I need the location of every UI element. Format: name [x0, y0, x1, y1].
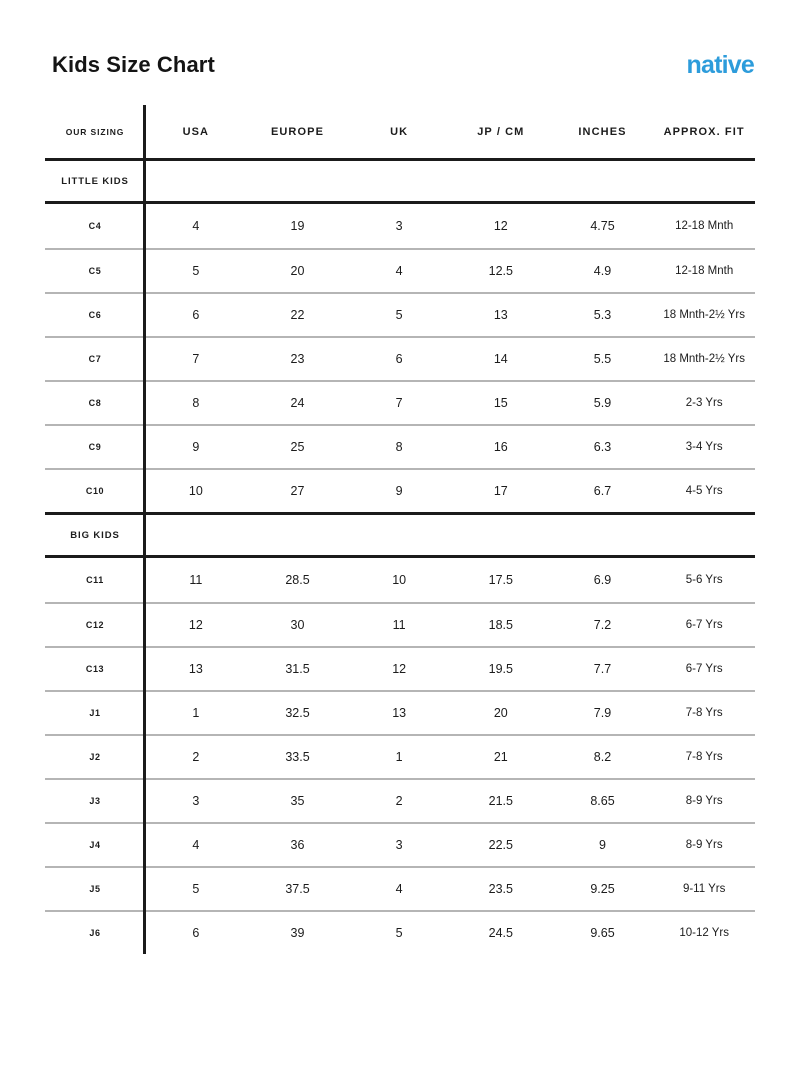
europe-cell: 23 — [290, 352, 305, 366]
jp-cm-cell: 17 — [493, 484, 508, 498]
jp-cm-cell: 19.5 — [488, 662, 513, 676]
table-header-row — [45, 105, 755, 158]
uk-cell: 6 — [395, 352, 403, 366]
inches-cell: 4.9 — [593, 264, 612, 278]
uk-cell: 9 — [395, 484, 403, 498]
europe-cell: 33.5 — [285, 750, 310, 764]
size-code-cell: J2 — [89, 752, 101, 762]
section-header-row — [45, 158, 755, 204]
inches-cell: 7.7 — [593, 662, 612, 676]
europe-cell: 24 — [290, 396, 305, 410]
usa-cell: 11 — [189, 573, 203, 587]
usa-cell: 5 — [192, 264, 200, 278]
approx-fit-cell: 9-11 Yrs — [682, 883, 726, 895]
uk-cell: 5 — [395, 926, 403, 940]
vertical-divider — [143, 105, 146, 954]
size-code-cell: C11 — [86, 575, 104, 585]
approx-fit-cell: 8-9 Yrs — [685, 839, 723, 851]
table-body — [45, 158, 755, 954]
inches-cell: 8.2 — [593, 750, 612, 764]
native-logo: native — [686, 50, 754, 79]
usa-cell: 6 — [192, 926, 200, 940]
table-row — [45, 602, 755, 646]
approx-fit-cell: 2-3 Yrs — [685, 397, 723, 409]
table-row — [45, 690, 755, 734]
section-spacer — [145, 515, 755, 555]
column-header-usa: USA — [182, 125, 210, 138]
jp-cm-cell: 18.5 — [488, 618, 513, 632]
approx-fit-cell: 5-6 Yrs — [685, 574, 723, 586]
size-code-cell: J3 — [89, 796, 101, 806]
approx-fit-cell: 6-7 Yrs — [685, 663, 723, 675]
section-spacer — [145, 161, 755, 201]
europe-cell: 36 — [290, 838, 305, 852]
europe-cell: 27 — [290, 484, 305, 498]
jp-cm-cell: 13 — [493, 308, 508, 322]
inches-cell: 9.65 — [590, 926, 615, 940]
uk-cell: 13 — [392, 706, 407, 720]
section-header-row — [45, 512, 755, 558]
usa-cell: 1 — [192, 706, 200, 720]
column-header-our-sizing: OUR SIZING — [65, 126, 125, 137]
usa-cell: 8 — [192, 396, 200, 410]
table-row — [45, 248, 755, 292]
table-row — [45, 468, 755, 512]
column-header-europe: EUROPE — [270, 125, 325, 138]
usa-cell: 9 — [192, 440, 200, 454]
size-code-cell: C7 — [88, 354, 102, 364]
europe-cell: 30 — [290, 618, 305, 632]
approx-fit-cell: 7-8 Yrs — [685, 751, 723, 763]
europe-cell: 35 — [290, 794, 305, 808]
inches-cell: 7.9 — [593, 706, 612, 720]
approx-fit-cell: 18 Mnth-2½ Yrs — [663, 309, 745, 321]
table-row — [45, 424, 755, 468]
jp-cm-cell: 20 — [493, 706, 508, 720]
jp-cm-cell: 23.5 — [488, 882, 513, 896]
inches-cell: 6.9 — [593, 573, 612, 587]
size-code-cell: C12 — [85, 620, 105, 630]
usa-cell: 4 — [192, 219, 200, 233]
inches-cell: 5.5 — [593, 352, 612, 366]
table-row — [45, 866, 755, 910]
table-row — [45, 778, 755, 822]
column-header-inches: INCHES — [578, 125, 627, 138]
europe-cell: 22 — [290, 308, 305, 322]
table-row — [45, 910, 755, 954]
europe-cell: 31.5 — [285, 662, 310, 676]
approx-fit-cell: 4-5 Yrs — [685, 485, 723, 497]
size-code-cell: C4 — [88, 221, 102, 231]
size-code-cell: C13 — [85, 664, 105, 674]
size-chart-table — [45, 105, 755, 954]
uk-cell: 1 — [395, 750, 403, 764]
inches-cell: 9 — [599, 838, 606, 852]
inches-cell: 5.3 — [593, 308, 612, 322]
usa-cell: 2 — [192, 750, 200, 764]
uk-cell: 10 — [392, 573, 407, 587]
jp-cm-cell: 15 — [493, 396, 508, 410]
jp-cm-cell: 21 — [493, 750, 508, 764]
europe-cell: 19 — [290, 219, 305, 233]
inches-cell: 4.75 — [590, 219, 615, 233]
jp-cm-cell: 12 — [493, 219, 508, 233]
header — [52, 46, 754, 84]
uk-cell: 3 — [395, 838, 403, 852]
europe-cell: 28.5 — [285, 573, 310, 587]
inches-cell: 6.3 — [593, 440, 612, 454]
inches-cell: 9.25 — [590, 882, 615, 896]
inches-cell: 8.65 — [590, 794, 615, 808]
usa-cell: 10 — [188, 484, 203, 498]
column-header-uk: UK — [390, 125, 409, 138]
jp-cm-cell: 24.5 — [488, 926, 513, 940]
inches-cell: 6.7 — [593, 484, 612, 498]
jp-cm-cell: 16 — [493, 440, 508, 454]
europe-cell: 39 — [290, 926, 305, 940]
jp-cm-cell: 21.5 — [488, 794, 513, 808]
approx-fit-cell: 18 Mnth-2½ Yrs — [663, 353, 745, 365]
usa-cell: 4 — [192, 838, 200, 852]
uk-cell: 2 — [395, 794, 403, 808]
uk-cell: 4 — [395, 882, 403, 896]
europe-cell: 37.5 — [285, 882, 310, 896]
usa-cell: 13 — [188, 662, 203, 676]
table-row — [45, 558, 755, 602]
uk-cell: 8 — [395, 440, 403, 454]
inches-cell: 7.2 — [593, 618, 612, 632]
approx-fit-cell: 7-8 Yrs — [685, 707, 723, 719]
section-label: LITTLE KIDS — [61, 175, 129, 187]
size-code-cell: J1 — [89, 708, 101, 718]
jp-cm-cell: 22.5 — [488, 838, 513, 852]
table-row — [45, 646, 755, 690]
size-code-cell: C10 — [85, 486, 105, 496]
approx-fit-cell: 12-18 Mnth — [675, 220, 734, 232]
size-code-cell: J5 — [89, 884, 101, 894]
approx-fit-cell: 6-7 Yrs — [685, 619, 723, 631]
size-code-cell: C8 — [88, 398, 102, 408]
uk-cell: 5 — [395, 308, 403, 322]
jp-cm-cell: 17.5 — [488, 573, 513, 587]
section-label: BIG KIDS — [70, 529, 120, 541]
table-row — [45, 292, 755, 336]
europe-cell: 32.5 — [285, 706, 310, 720]
usa-cell: 3 — [192, 794, 200, 808]
usa-cell: 12 — [188, 618, 203, 632]
europe-cell: 20 — [290, 264, 305, 278]
approx-fit-cell: 3-4 Yrs — [685, 441, 723, 453]
column-header-approx-fit: APPROX. FIT — [663, 125, 745, 138]
table-row — [45, 734, 755, 778]
uk-cell: 3 — [395, 219, 403, 233]
size-code-cell: C9 — [88, 442, 102, 452]
approx-fit-cell: 8-9 Yrs — [685, 795, 723, 807]
uk-cell: 4 — [395, 264, 403, 278]
table-row — [45, 336, 755, 380]
europe-cell: 25 — [290, 440, 305, 454]
approx-fit-cell: 12-18 Mnth — [675, 265, 734, 277]
size-code-cell: J6 — [89, 928, 101, 938]
inches-cell: 5.9 — [593, 396, 612, 410]
approx-fit-cell: 10-12 Yrs — [679, 927, 729, 939]
size-code-cell: C5 — [88, 266, 102, 276]
column-header-jp-cm: JP / CM — [477, 125, 525, 138]
page-title: Kids Size Chart — [52, 52, 215, 77]
table-row — [45, 380, 755, 424]
size-code-cell: C6 — [88, 310, 102, 320]
usa-cell: 6 — [192, 308, 200, 322]
uk-cell: 7 — [395, 396, 403, 410]
uk-cell: 12 — [392, 662, 407, 676]
usa-cell: 5 — [192, 882, 200, 896]
jp-cm-cell: 14 — [493, 352, 508, 366]
size-code-cell: J4 — [89, 840, 101, 850]
table-row — [45, 822, 755, 866]
uk-cell: 11 — [392, 618, 406, 632]
jp-cm-cell: 12.5 — [488, 264, 513, 278]
usa-cell: 7 — [192, 352, 200, 366]
table-row — [45, 204, 755, 248]
